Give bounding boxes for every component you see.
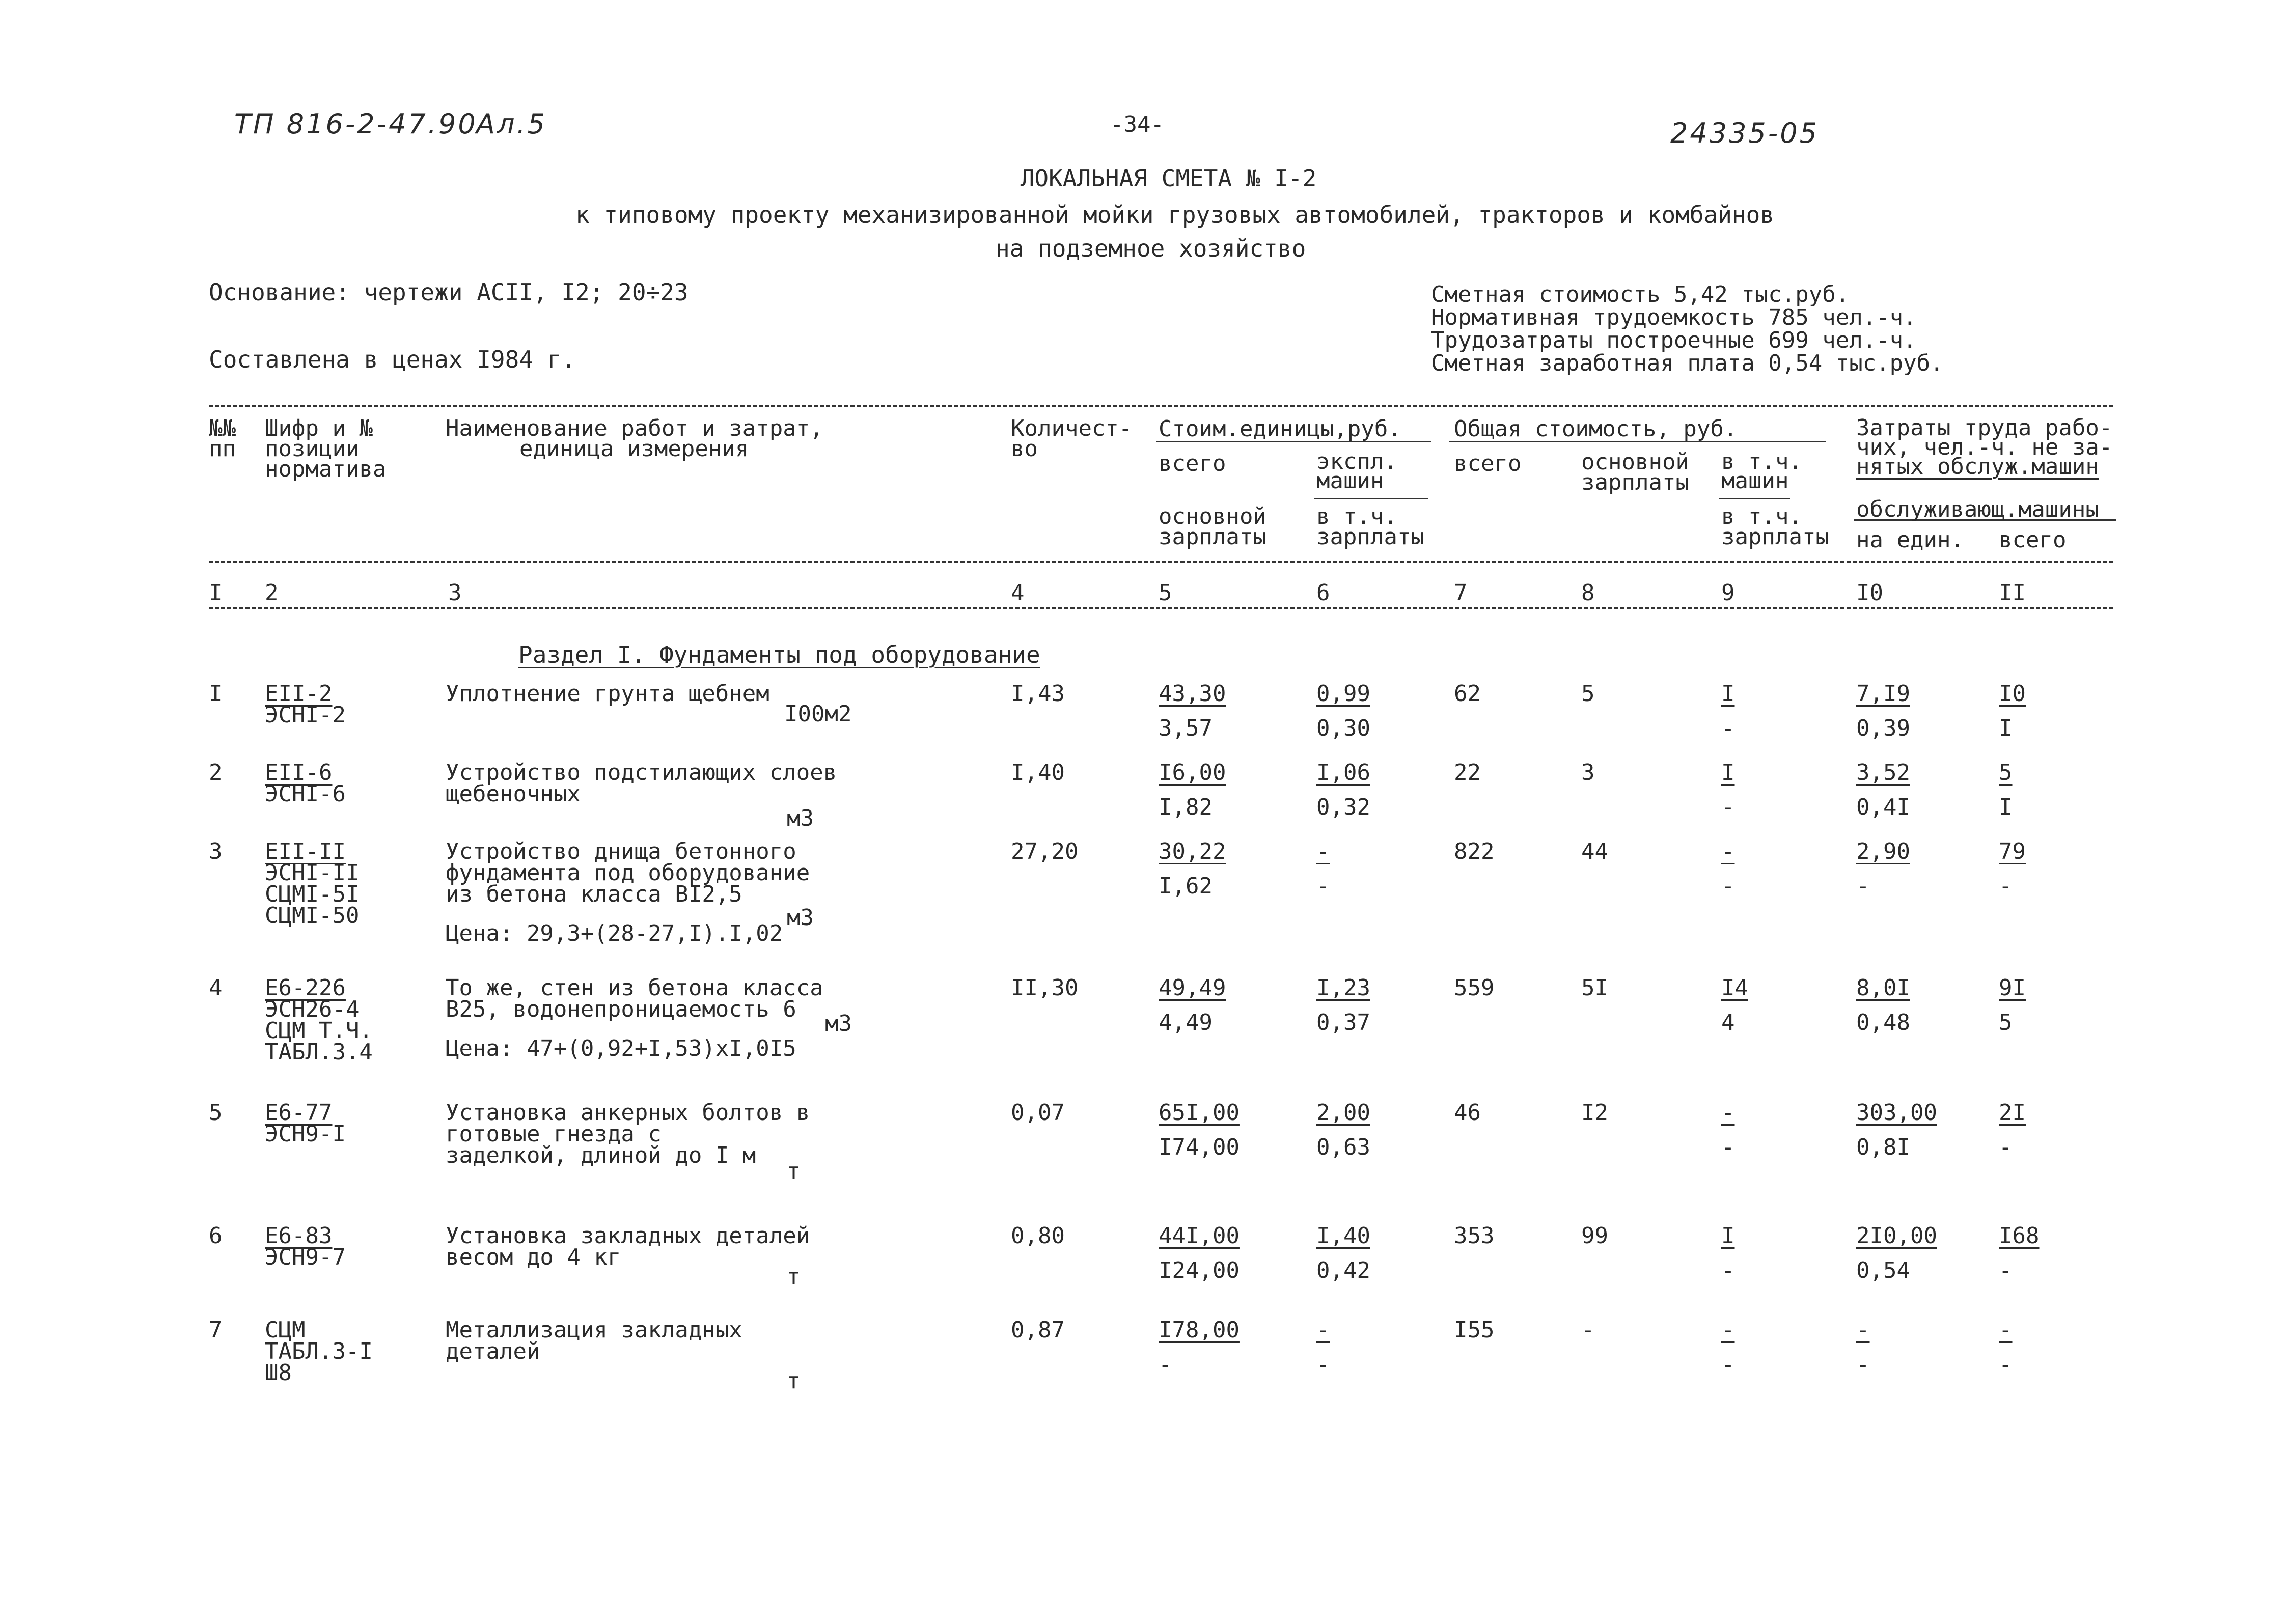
row-total-wage: 5I [1581,975,1608,1001]
col-number: 7 [1454,580,1468,606]
row-labor-total: 5 [1999,760,2013,786]
row-unit-mach-wage: 0,37 [1316,1010,1370,1035]
row-labor-unit: 3,52 [1856,760,1910,786]
row-labor-total: 79 [1999,838,2026,864]
row-code: ЭСН9-7 [265,1244,346,1270]
archive-number: 24335-05 [1670,117,1819,149]
row-code: СЦМ [265,1317,306,1343]
row-total-wage: 3 [1581,760,1595,786]
row-labor-unit-service: 0,54 [1856,1257,1910,1283]
col-header-total-mach: в т.ч. машин [1721,449,1802,494]
row-labor-unit-service: - [1856,1352,1870,1378]
row-name: То же, стен из бетона класса [446,975,823,1001]
row-qty: 0,07 [1011,1100,1065,1126]
row-unit: м3 [787,805,814,831]
row-unit-wage: 3,57 [1159,715,1213,741]
row-unit-total: I78,00 [1159,1317,1240,1343]
row-name: щебеночных [446,781,581,807]
row-total-wage: 5 [1581,681,1595,707]
row-total-mach: I4 [1721,975,1748,1001]
row-code: ТАБЛ.3.4 [265,1039,373,1065]
row-labor-total-service: - [1999,1352,2013,1378]
row-labor-unit-service: 0,39 [1856,715,1910,741]
row-number: 4 [209,975,223,1001]
row-qty: I,40 [1011,760,1065,786]
col-header-labor-total: всего [1999,527,2067,553]
row-unit-mach-wage: - [1316,873,1330,899]
row-total-mach-wage: - [1721,1257,1735,1283]
row-unit-total: 30,22 [1159,838,1226,864]
row-total-wage: 99 [1581,1223,1608,1249]
row-unit: м3 [787,905,814,931]
row-unit: м3 [825,1011,852,1037]
row-code: ТАБЛ.3-I [265,1338,373,1364]
row-unit-total: 49,49 [1159,975,1226,1001]
row-unit-mach: I,40 [1316,1223,1370,1249]
row-labor-total: 2I [1999,1100,2026,1126]
row-total-wage: 44 [1581,838,1608,864]
row-total: 62 [1454,681,1481,707]
row-qty: II,30 [1011,975,1079,1001]
prices-year: Составлена в ценах I984 г. [209,346,576,373]
row-unit-mach: - [1316,1317,1330,1343]
row-total-wage: - [1581,1317,1595,1343]
summary-site-labor: Трудозатраты построечные 699 чел.-ч. [1431,327,1917,353]
row-code: СЦМI-5I [265,881,360,907]
row-qty: 27,20 [1011,838,1079,864]
row-name: деталей [446,1338,540,1364]
row-name: заделкой, длиной до I м [446,1142,756,1168]
row-price-note: Цена: 47+(0,92+I,53)xI,0I5 [446,1035,796,1061]
row-total: 822 [1454,838,1495,864]
row-price-note: Цена: 29,3+(28-27,I).I,02 [446,920,783,946]
row-code: ЭСН26-4 [265,996,360,1022]
row-number: 3 [209,838,223,864]
row-total-mach: - [1721,1317,1735,1343]
col-group-unit-cost: Стоим.единицы,руб. [1159,416,1401,442]
row-code: E6-83 [265,1223,333,1249]
row-total-mach-wage: - [1721,715,1735,741]
row-labor-total: - [1999,1317,2013,1343]
section-title: Раздел I. Фундаменты под оборудование [518,641,1040,668]
total-mach-rule [1719,498,1790,499]
row-unit-mach: I,23 [1316,975,1370,1001]
row-total: 22 [1454,760,1481,786]
col-header-num: №№ пп [209,415,236,462]
row-unit-mach-wage: 0,32 [1316,794,1370,820]
col-header-total-mach-wage: в т.ч. зарплаты [1721,503,1829,550]
row-total-mach-wage: 4 [1721,1010,1735,1035]
row-unit-total: 43,30 [1159,681,1226,707]
row-labor-total: 9I [1999,975,2026,1001]
col-header-name: Наименование работ и затрат, единица измерения [446,415,823,462]
col-header-unit-wage: основной зарплаты [1159,503,1266,550]
row-total-mach-wage: - [1721,1134,1735,1160]
row-unit-mach: 0,99 [1316,681,1370,707]
col-number: I0 [1856,580,1883,606]
row-unit-wage: I74,00 [1159,1134,1240,1160]
row-total-mach: I [1721,760,1735,786]
row-name: весом до 4 кг [446,1244,621,1270]
title-subtitle-2: на подземное хозяйство [996,235,1306,262]
row-qty: I,43 [1011,681,1065,707]
row-name: B25, водонепроницаемость 6 [446,996,796,1022]
col-header-qty: Количест- во [1011,415,1133,462]
row-labor-total-service: - [1999,1134,2013,1160]
col-header-total-all: всего [1454,451,1522,477]
summary-estimated-cost: Сметная стоимость 5,42 тыс.руб. [1431,282,1850,307]
row-labor-unit: 7,I9 [1856,681,1910,707]
row-total-mach-wage: - [1721,794,1735,820]
row-qty: 0,80 [1011,1223,1065,1249]
unit-mach-rule [1314,498,1428,499]
row-total-mach: I [1721,681,1735,707]
row-unit: т [787,1158,801,1184]
row-labor-total-service: 5 [1999,1010,2013,1035]
col-number: 2 [265,580,279,606]
row-unit-mach-wage: - [1316,1352,1330,1378]
row-labor-unit: - [1856,1317,1870,1343]
header-bottom-rule [209,561,2113,563]
title-subtitle: к типовому проекту механизированной мойки грузовых автомобилей, тракторов и комбайнов [575,201,1775,229]
row-code: ЭСНI-II [265,860,360,886]
row-name: из бетона класса BI2,5 [446,881,742,907]
row-unit-total: I6,00 [1159,760,1226,786]
row-labor-total: I0 [1999,681,2026,707]
row-labor-unit: 2I0,00 [1856,1223,1937,1249]
row-code: ЭСНI-6 [265,781,346,807]
row-unit-mach: - [1316,838,1330,864]
row-labor-unit-service: - [1856,873,1870,899]
row-code: СЦМ Т.Ч. [265,1018,373,1044]
col-number: 4 [1011,580,1025,606]
row-name: Устройство днища бетонного [446,838,796,864]
cost-summary [1431,283,1944,375]
row-unit-wage: - [1159,1352,1172,1378]
row-unit-mach-wage: 0,30 [1316,715,1370,741]
summary-normative-labor: Нормативная трудоемкость 785 чел.-ч. [1431,304,1917,330]
row-code: EII-II [265,838,346,864]
row-labor-total-service: - [1999,873,2013,899]
summary-wage: Сметная заработная плата 0,54 тыс.руб. [1431,350,1944,376]
row-labor-unit-service: 0,4I [1856,794,1910,820]
row-total: I55 [1454,1317,1495,1343]
row-name: фундамента под оборудование [446,860,810,886]
col-number: 3 [448,580,462,606]
row-number: 5 [209,1100,223,1126]
row-total: 353 [1454,1223,1495,1249]
col-header-unit-mach: экспл. машин [1316,449,1397,494]
row-labor-total-service: I [1999,794,2013,820]
col-header-labor-per-unit: на един. [1856,527,1964,553]
row-total-mach-wage: - [1721,873,1735,899]
row-code: E6-226 [265,975,346,1001]
row-labor-unit: 303,00 [1856,1100,1937,1126]
row-name: Установка закладных деталей [446,1223,810,1249]
row-code: ЭСН9-I [265,1121,346,1147]
sheet-number: Ал.5 [476,108,547,140]
col-group-total-cost: Общая стоимость, руб. [1454,416,1738,442]
row-labor-unit-service: 0,8I [1856,1134,1910,1160]
row-total-mach-wage: - [1721,1352,1735,1378]
row-unit-wage: I,82 [1159,794,1213,820]
col-number: 9 [1721,580,1735,606]
row-labor-unit: 2,90 [1856,838,1910,864]
row-total-wage: I2 [1581,1100,1608,1126]
row-code: E6-77 [265,1100,333,1126]
col-header-unit-mach-wage: в т.ч. зарплаты [1316,503,1424,550]
col-number: 8 [1581,580,1595,606]
row-code: ЭСНI-2 [265,702,346,728]
row-qty: 0,87 [1011,1317,1065,1343]
col-number: II [1999,580,2026,606]
page-title: ЛОКАЛЬНАЯ СМЕТА № I-2 [1020,164,1317,192]
row-total-mach: - [1721,838,1735,864]
row-total-mach: - [1721,1100,1735,1126]
row-name: Металлизация закладных [446,1317,742,1343]
row-unit-wage: I,62 [1159,873,1213,899]
column-numbers-rule [209,607,2113,609]
row-code: EII-2 [265,681,333,707]
table-top-rule [209,405,2113,407]
col-group-labor: Затраты труда рабо- чих, чел.-ч. не за- нятых обслуж.машин [1856,415,2113,480]
row-labor-total: I68 [1999,1223,2040,1249]
row-total: 46 [1454,1100,1481,1126]
row-code: Ш8 [265,1360,292,1386]
row-unit-mach-wage: 0,42 [1316,1257,1370,1283]
row-unit-mach-wage: 0,63 [1316,1134,1370,1160]
row-labor-total-service: - [1999,1257,2013,1283]
row-name: Устройство подстилающих слоев [446,760,837,786]
col-header-labor-service: обслуживающ.машины [1856,496,2099,522]
row-unit: т [787,1264,801,1290]
row-total-mach: I [1721,1223,1735,1249]
row-number: I [209,681,223,707]
row-code: EII-6 [265,760,333,786]
row-number: 2 [209,760,223,786]
row-unit-mach: I,06 [1316,760,1370,786]
doc-code: ТП 816-2-47.90 [234,108,478,140]
row-unit: т [787,1368,801,1394]
row-labor-unit: 8,0I [1856,975,1910,1001]
row-name: Установка анкерных болтов в [446,1100,810,1126]
col-number: 6 [1316,580,1330,606]
row-unit-total: 44I,00 [1159,1223,1240,1249]
row-name: готовые гнезда с [446,1121,662,1147]
row-unit-wage: 4,49 [1159,1010,1213,1035]
row-number: 6 [209,1223,223,1249]
row-name: Уплотнение грунта щебнем [446,681,769,707]
row-code: СЦМI-50 [265,903,360,929]
row-unit-total: 65I,00 [1159,1100,1240,1126]
row-unit: I00м2 [784,701,852,727]
row-unit-wage: I24,00 [1159,1257,1240,1283]
row-labor-unit-service: 0,48 [1856,1010,1910,1035]
col-number: 5 [1159,580,1172,606]
col-header-code: Шифр и № позиции норматива [265,415,387,482]
col-header-unit-total: всего [1159,451,1226,477]
row-unit-mach: 2,00 [1316,1100,1370,1126]
row-total: 559 [1454,975,1495,1001]
row-number: 7 [209,1317,223,1343]
col-header-total-wage: основной зарплаты [1581,449,1689,495]
col-number: I [209,580,223,606]
row-labor-total-service: I [1999,715,2013,741]
basis-text: Основание: чертежи АСII, I2; 20÷23 [209,278,688,306]
page-number: -34- [1110,111,1164,137]
